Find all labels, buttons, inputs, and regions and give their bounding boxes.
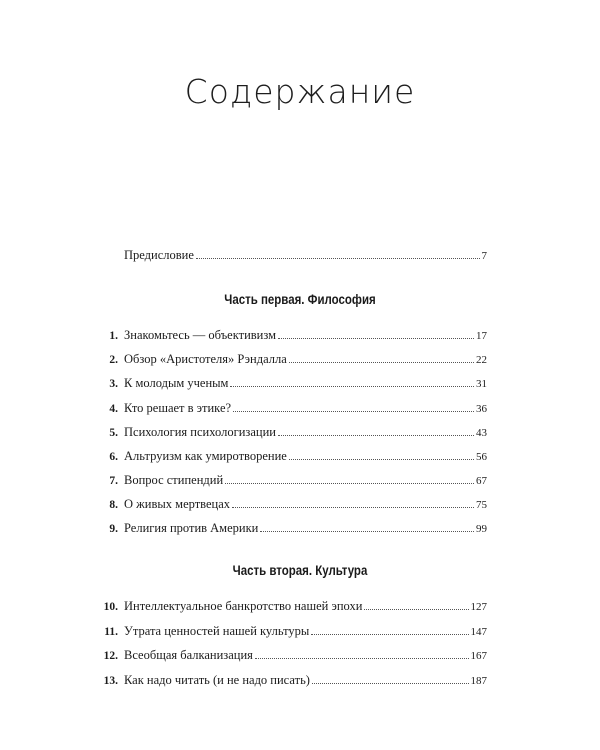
entry-page: 36: [476, 403, 487, 415]
toc-entry[interactable]: [96, 327, 487, 344]
entry-number: 7.: [109, 475, 118, 487]
entry-number: 5.: [109, 427, 118, 439]
entry-page: 22: [476, 354, 487, 366]
entry-page: 67: [476, 475, 487, 487]
toc-entry[interactable]: [96, 598, 487, 615]
dot-leader: [232, 506, 474, 508]
dot-leader: [289, 361, 474, 363]
entry-number: 12.: [103, 650, 118, 662]
entry-number: 13.: [103, 675, 118, 687]
entry-label: Религия против Америки: [124, 521, 259, 535]
entry-label: Всеобщая балканизация: [124, 648, 253, 662]
entry-page: 31: [476, 378, 487, 390]
toc-entry[interactable]: [96, 400, 487, 417]
entry-number: 1.: [109, 330, 118, 342]
entry-label: Знакомьтесь — объективизм: [124, 328, 277, 342]
entry-page: 127: [470, 601, 487, 613]
entry-label: Предисловие: [124, 248, 194, 262]
entry-page: 187: [470, 675, 487, 687]
entry-number: 11.: [104, 626, 118, 638]
dot-leader: [233, 410, 474, 412]
entry-number: 8.: [109, 499, 118, 511]
toc-entry[interactable]: [96, 448, 487, 465]
dot-leader: [230, 385, 474, 387]
toc-entry[interactable]: [96, 472, 487, 489]
dot-leader: [278, 434, 474, 436]
dot-leader: [196, 257, 480, 259]
entry-label: Вопрос стипендий: [124, 473, 224, 487]
toc-entry[interactable]: [96, 424, 487, 441]
entry-number: 10.: [103, 601, 118, 613]
entry-number: 4.: [109, 403, 118, 415]
section-heading-part2: Часть вторая. Культура: [232, 562, 368, 578]
entry-label: Психология психологизации: [124, 425, 276, 439]
page-title: Содержание: [184, 72, 416, 111]
entry-label: Альтруизм как умиротворение: [124, 449, 287, 463]
entry-page: 167: [470, 650, 487, 662]
entry-label: К молодым ученым: [124, 376, 229, 390]
toc-entry[interactable]: [96, 520, 487, 537]
entry-page: 56: [476, 451, 487, 463]
entry-label: Интеллектуальное банкротство нашей эпохи: [124, 599, 363, 613]
toc-entry[interactable]: [96, 623, 487, 640]
toc-entry[interactable]: [96, 647, 487, 664]
entry-page: 75: [476, 499, 487, 511]
section-heading-part1: Часть первая. Философия: [224, 291, 376, 307]
toc-entry[interactable]: [96, 375, 487, 392]
entry-label: Утрата ценностей нашей культуры: [124, 624, 310, 638]
dot-leader: [278, 337, 474, 339]
toc-entry[interactable]: [96, 351, 487, 368]
entry-page: 7: [481, 250, 487, 262]
dot-leader: [289, 458, 474, 460]
entry-label: Обзор «Аристотеля» Рэндалла: [124, 352, 287, 366]
entry-number: 3.: [109, 378, 118, 390]
entry-page: 99: [476, 523, 487, 535]
dot-leader: [255, 657, 469, 659]
entry-page: 17: [476, 330, 487, 342]
entry-page: 43: [476, 427, 487, 439]
entry-label: Как надо читать (и не надо писать): [124, 673, 310, 687]
entry-number: 9.: [109, 523, 118, 535]
entry-number: 6.: [109, 451, 118, 463]
entry-number: 2.: [109, 354, 118, 366]
dot-leader: [260, 530, 474, 532]
entry-page: 147: [470, 626, 487, 638]
toc-entry[interactable]: [96, 672, 487, 689]
toc-entry[interactable]: [96, 496, 487, 513]
dot-leader: [364, 608, 468, 610]
dot-leader: [225, 482, 474, 484]
entry-label: О живых мертвецах: [124, 497, 231, 511]
dot-leader: [312, 682, 469, 684]
entry-label: Кто решает в этике?: [124, 401, 232, 415]
toc-entry-preface[interactable]: [96, 247, 487, 264]
dot-leader: [311, 633, 468, 635]
